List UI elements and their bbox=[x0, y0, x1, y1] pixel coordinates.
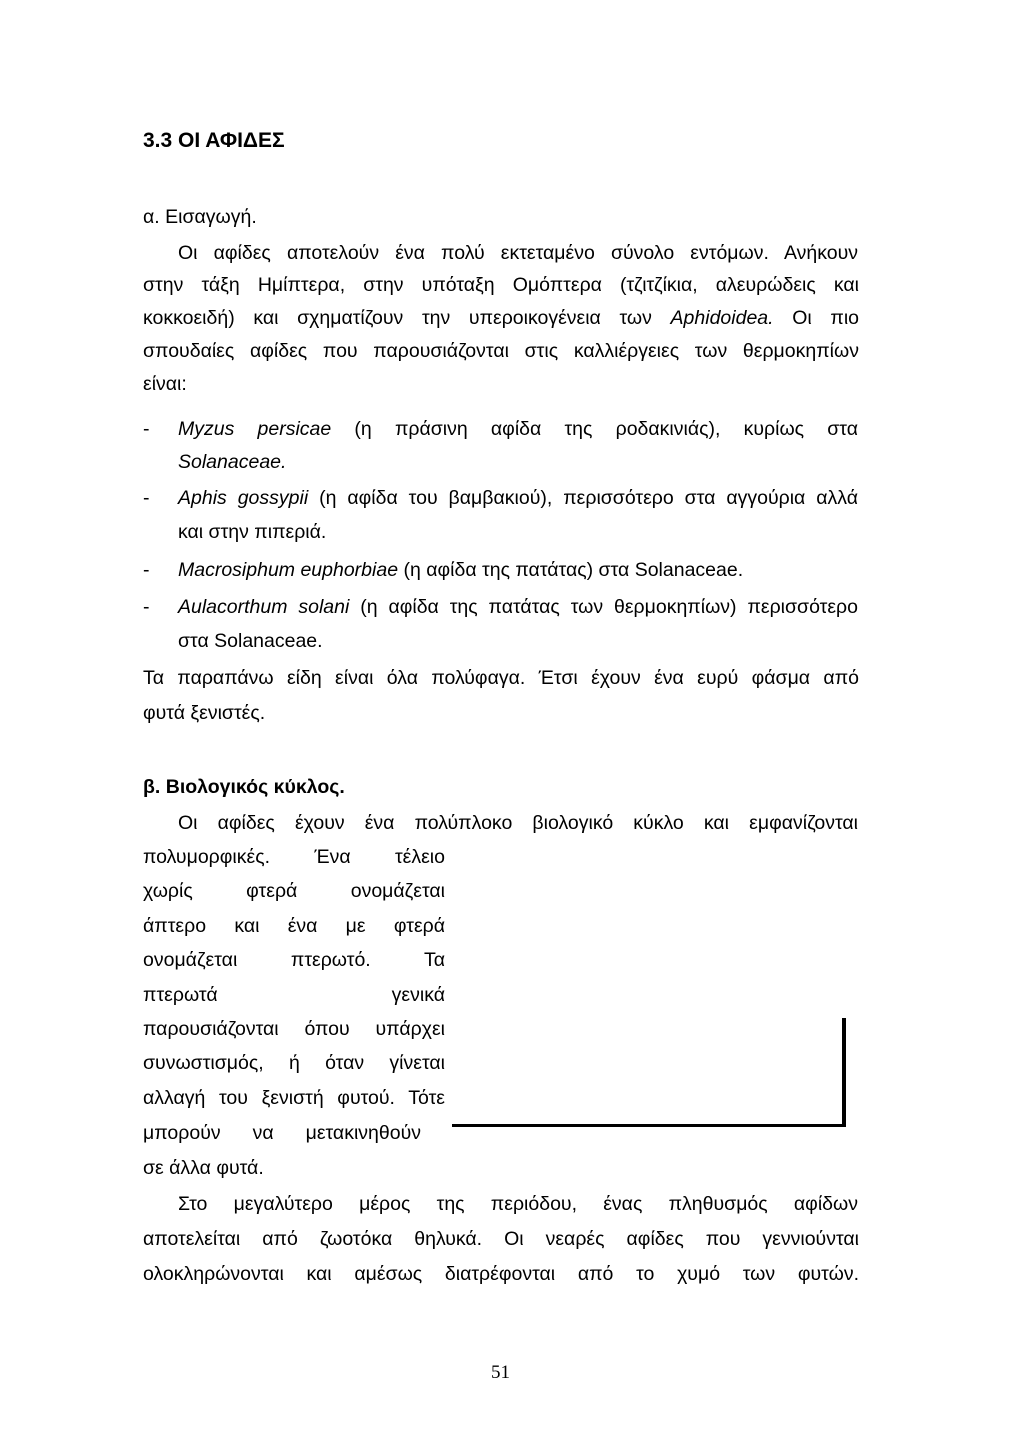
list-dash: - bbox=[143, 418, 150, 440]
paragraph-line: Στο μεγαλύτερο μέρος της περιόδου, ένας πληθυσμός αφίδων bbox=[178, 1193, 858, 1215]
list-dash: - bbox=[143, 487, 150, 509]
paragraph-line: Οι αφίδες έχουν ένα πολύπλοκο βιολογικό κύκλο και εμφανίζονται bbox=[178, 812, 858, 834]
list-item-continuation: Solanaceae. bbox=[178, 451, 287, 473]
taxon-name: Aphidoidea. bbox=[670, 307, 774, 329]
paragraph-line: πτερωτά γενικά bbox=[143, 984, 445, 1006]
paragraph-line: φυτά ξενιστές. bbox=[143, 702, 266, 724]
species-name: Aulacorthum solani bbox=[178, 596, 350, 618]
paragraph-line: Οι αφίδες αποτελούν ένα πολύ εκτεταμένο σύνολο εντόμων. Ανήκουν bbox=[178, 242, 858, 264]
paragraph-text: Οι πιο bbox=[792, 307, 859, 329]
page-number: 51 bbox=[491, 1362, 510, 1383]
paragraph-text: κοκκοειδή) και σχηματίζουν την υπεροικογένεια των bbox=[143, 307, 652, 329]
paragraph-line: σπουδαίες αφίδες που παρουσιάζονται στις καλλιέργειες των θερμοκηπίων bbox=[143, 340, 859, 362]
paragraph-line: χωρίς φτερά ονομάζεται bbox=[143, 880, 445, 902]
paragraph-line: πολυμορφικές. Ένα τέλειο bbox=[143, 846, 445, 868]
paragraph-line: είναι: bbox=[143, 373, 187, 395]
list-dash: - bbox=[143, 559, 150, 581]
list-item bbox=[178, 417, 858, 441]
list-dash: - bbox=[143, 596, 150, 618]
paragraph-line: συνωστισμός, ή όταν γίνεται bbox=[143, 1052, 445, 1074]
paragraph-line: ολοκληρώνονται και αμέσως διατρέφονται από το χυμό των φυτών. bbox=[143, 1263, 859, 1285]
paragraph-line: ονομάζεται πτερωτό. Τα bbox=[143, 949, 445, 971]
list-item bbox=[178, 486, 858, 510]
paragraph-line: σε άλλα φυτά. bbox=[143, 1157, 264, 1179]
page-title: 3.3 ΟΙ ΑΦΙΔΕΣ bbox=[143, 129, 285, 152]
species-description: (η αφίδα του βαμβακιού), περισσότερο στα αγγούρια αλλά bbox=[319, 487, 859, 509]
paragraph-line bbox=[143, 306, 859, 330]
species-name: Myzus persicae bbox=[178, 418, 332, 440]
paragraph-line: Τα παραπάνω είδη είναι όλα πολύφαγα. Έτσι έχουν ένα ευρύ φάσμα από bbox=[143, 667, 859, 689]
paragraph-line: παρουσιάζονται όπου υπάρχει bbox=[143, 1018, 445, 1040]
paragraph-line: αλλαγή του ξενιστή φυτού. Τότε bbox=[143, 1087, 445, 1109]
species-description: (η αφίδα της πατάτας των θερμοκηπίων) περισσότερο bbox=[360, 596, 858, 618]
figure-frame-vertical-line bbox=[842, 1018, 846, 1127]
species-name: Aphis gossypii bbox=[178, 487, 309, 509]
paragraph-line: άπτερο και ένα με φτερά bbox=[143, 915, 445, 937]
species-name: Macrosiphum euphorbiae bbox=[178, 559, 399, 581]
list-item bbox=[178, 558, 858, 582]
paragraph-line: αποτελείται από ζωοτόκα θηλυκά. Οι νεαρές αφίδες που γεννιούνται bbox=[143, 1228, 859, 1250]
figure-frame-horizontal-line bbox=[452, 1124, 846, 1127]
list-item bbox=[178, 595, 858, 619]
species-description: (η αφίδα της πατάτας) στα Solanaceae. bbox=[403, 559, 744, 581]
list-item-continuation: και στην πιπεριά. bbox=[178, 521, 327, 543]
species-description: (η πράσινη αφίδα της ροδακινιάς), κυρίως στα bbox=[354, 418, 858, 440]
paragraph-line: στην τάξη Ημίπτερα, στην υπόταξη Ομόπτερα (τζιτζίκια, αλευρώδεις και bbox=[143, 274, 859, 296]
paragraph-line: μπορούν να μετακινηθούν bbox=[143, 1122, 421, 1144]
list-item-continuation: στα Solanaceae. bbox=[178, 630, 323, 652]
section-a-heading: α. Εισαγωγή. bbox=[143, 206, 257, 228]
section-b-heading: β. Βιολογικός κύκλος. bbox=[143, 776, 345, 798]
